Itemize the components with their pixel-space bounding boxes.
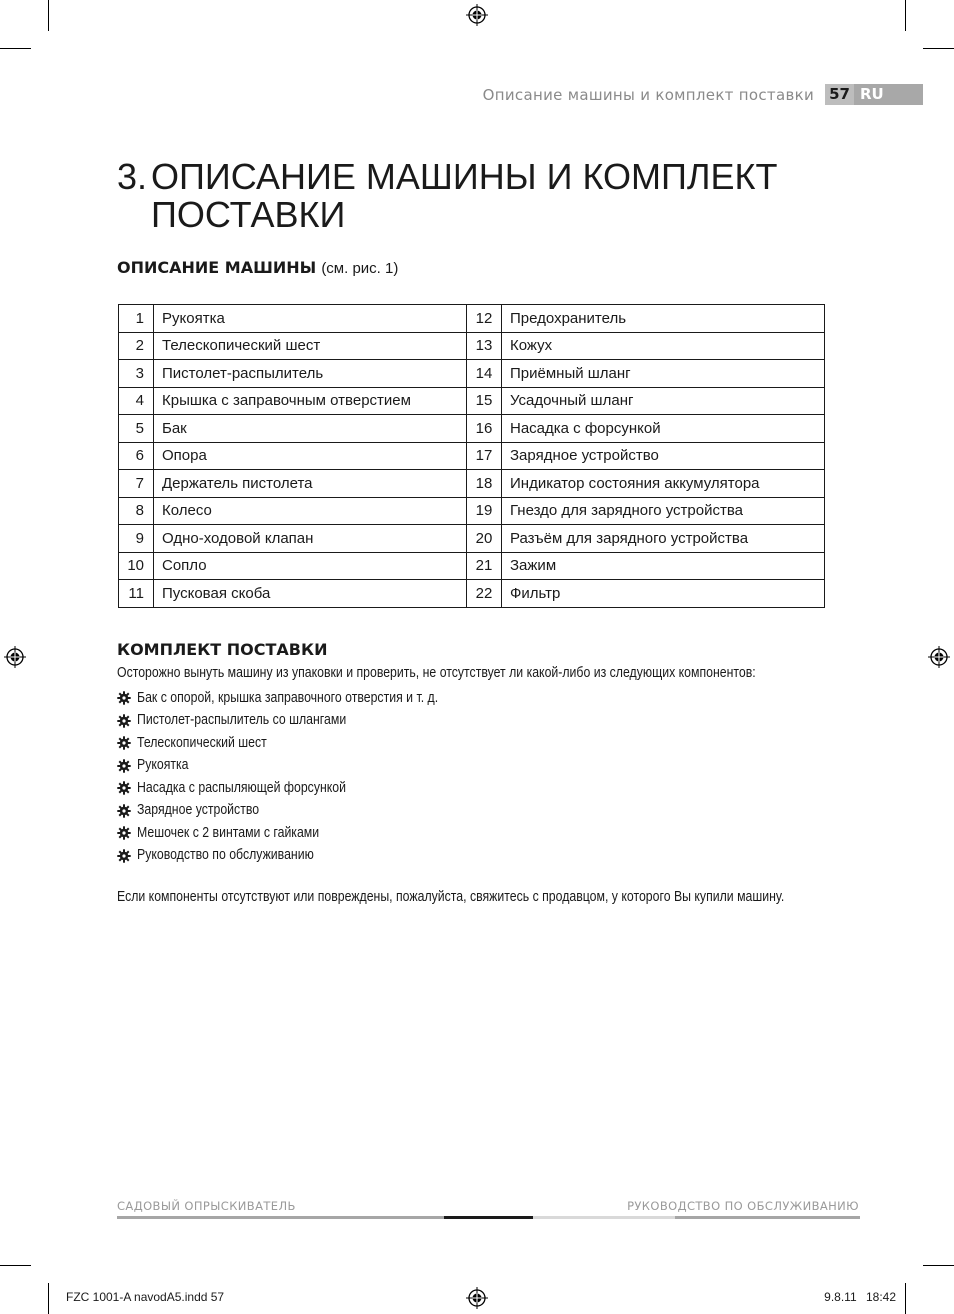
crop-mark <box>0 1265 31 1266</box>
crop-mark <box>48 1283 49 1314</box>
list-item-text: Руководство по обслуживанию <box>137 846 314 864</box>
gear-bullet-icon <box>117 825 131 839</box>
footer-document-name: РУКОВОДСТВО ПО ОБСЛУЖИВАНИЮ <box>627 1199 859 1213</box>
part-name: Держатель пистолета <box>154 470 467 498</box>
part-name: Приёмный шланг <box>502 360 825 388</box>
gear-bullet-icon <box>117 780 131 794</box>
list-item <box>117 844 504 867</box>
list-item <box>117 686 504 709</box>
part-number: 14 <box>467 360 502 388</box>
part-number: 20 <box>467 525 502 553</box>
slug-file-name: FZC 1001-A navodA5.indd 57 <box>66 1290 225 1304</box>
crop-mark <box>0 48 31 49</box>
section-title-line2: ПОСТАВКИ <box>151 194 346 235</box>
list-item-text: Бак с опорой, крышка заправочного отверстия и т. д. <box>137 688 439 706</box>
part-number: 6 <box>119 442 154 470</box>
part-name: Бак <box>154 415 467 443</box>
slug-timestamp <box>824 1290 896 1304</box>
kit-list <box>117 686 504 866</box>
table-row <box>119 442 825 470</box>
list-item <box>117 776 504 799</box>
registration-mark-icon <box>4 646 26 668</box>
page-number: 57 <box>825 84 854 105</box>
crop-mark <box>48 0 49 31</box>
part-number: 22 <box>467 580 502 608</box>
part-name: Колесо <box>154 497 467 525</box>
part-name: Телескопический шест <box>154 332 467 360</box>
table-row <box>119 525 825 553</box>
table-row <box>119 580 825 608</box>
registration-mark-icon <box>928 646 950 668</box>
footer-bar <box>444 1216 533 1219</box>
list-item <box>117 709 504 732</box>
part-number: 1 <box>119 305 154 333</box>
part-name: Насадка с форсункой <box>502 415 825 443</box>
part-name: Сопло <box>154 552 467 580</box>
running-header-title: Описание машины и комплект поставки <box>482 86 814 104</box>
part-number: 2 <box>119 332 154 360</box>
gear-bullet-icon <box>117 758 131 772</box>
machine-heading-text: ОПИСАНИЕ МАШИНЫ <box>117 258 317 277</box>
list-item-text: Пистолет-распылитель со шлангами <box>137 711 347 729</box>
table-row <box>119 332 825 360</box>
section-number: 3. <box>117 156 148 197</box>
part-name: Зажим <box>502 552 825 580</box>
part-number: 19 <box>467 497 502 525</box>
part-number: 4 <box>119 387 154 415</box>
part-name: Зарядное устройство <box>502 442 825 470</box>
kit-footer-note: Если компоненты отсутствуют или повреждены, пожалуйста, свяжитесь с продавцом, у которого Вы купили машину. <box>117 888 785 905</box>
kit-intro: Осторожно вынуть машину из упаковки и проверить, не отсутствует ли какой-либо из следующих компонентов: <box>117 664 756 681</box>
part-name: Индикатор состояния аккумулятора <box>502 470 825 498</box>
section-title-line1: ОПИСАНИЕ МАШИНЫ И КОМПЛЕКТ <box>151 156 778 197</box>
gear-bullet-icon <box>117 735 131 749</box>
part-number: 9 <box>119 525 154 553</box>
crop-mark <box>923 1265 954 1266</box>
part-number: 18 <box>467 470 502 498</box>
part-number: 21 <box>467 552 502 580</box>
language-code: RU <box>860 85 884 103</box>
part-number: 11 <box>119 580 154 608</box>
table-row <box>119 415 825 443</box>
part-name: Рукоятка <box>154 305 467 333</box>
part-number: 13 <box>467 332 502 360</box>
part-number: 3 <box>119 360 154 388</box>
footer-product-name: САДОВЫЙ ОПРЫСКИВАТЕЛЬ <box>117 1199 296 1213</box>
part-number: 10 <box>119 552 154 580</box>
list-item-text: Зарядное устройство <box>137 801 260 819</box>
section-heading <box>117 158 778 234</box>
parts-table <box>118 304 825 608</box>
slug-date: 9.8.11 <box>824 1290 857 1304</box>
footer-bar <box>533 1216 675 1219</box>
crop-mark <box>923 48 954 49</box>
part-number: 15 <box>467 387 502 415</box>
part-name: Крышка с заправочным отверстием <box>154 387 467 415</box>
registration-mark-icon <box>466 4 488 26</box>
list-item <box>117 821 504 844</box>
part-number: 17 <box>467 442 502 470</box>
crop-mark <box>905 0 906 31</box>
part-name: Гнездо для зарядного устройства <box>502 497 825 525</box>
list-item <box>117 754 504 777</box>
footer-bar <box>675 1216 860 1219</box>
gear-bullet-icon <box>117 713 131 727</box>
part-name: Предохранитель <box>502 305 825 333</box>
part-name: Одно-ходовой клапан <box>154 525 467 553</box>
part-name: Опора <box>154 442 467 470</box>
part-number: 8 <box>119 497 154 525</box>
part-name: Кожух <box>502 332 825 360</box>
table-row <box>119 470 825 498</box>
part-number: 12 <box>467 305 502 333</box>
figure-reference: (см. рис. 1) <box>321 260 399 277</box>
part-number: 7 <box>119 470 154 498</box>
gear-bullet-icon <box>117 803 131 817</box>
list-item-text: Рукоятка <box>137 756 189 774</box>
list-item-text: Насадка с распыляющей форсункой <box>137 778 347 796</box>
list-item <box>117 731 504 754</box>
part-name: Пусковая скоба <box>154 580 467 608</box>
part-name: Пистолет-распылитель <box>154 360 467 388</box>
registration-mark-icon <box>466 1287 488 1309</box>
part-name: Разъём для зарядного устройства <box>502 525 825 553</box>
table-row <box>119 305 825 333</box>
table-row <box>119 497 825 525</box>
footer-bar <box>117 1216 444 1219</box>
table-row <box>119 552 825 580</box>
gear-bullet-icon <box>117 690 131 704</box>
gear-bullet-icon <box>117 848 131 862</box>
kit-heading: КОМПЛЕКТ ПОСТАВКИ <box>117 640 328 659</box>
table-row <box>119 360 825 388</box>
part-name: Усадочный шланг <box>502 387 825 415</box>
slug-time: 18:42 <box>865 1290 896 1304</box>
part-number: 5 <box>119 415 154 443</box>
machine-description-heading <box>117 258 398 277</box>
part-name: Фильтр <box>502 580 825 608</box>
list-item-text: Телескопический шест <box>137 733 267 751</box>
table-row <box>119 387 825 415</box>
list-item <box>117 799 504 822</box>
part-number: 16 <box>467 415 502 443</box>
list-item-text: Мешочек с 2 винтами с гайками <box>137 823 320 841</box>
crop-mark <box>905 1283 906 1314</box>
